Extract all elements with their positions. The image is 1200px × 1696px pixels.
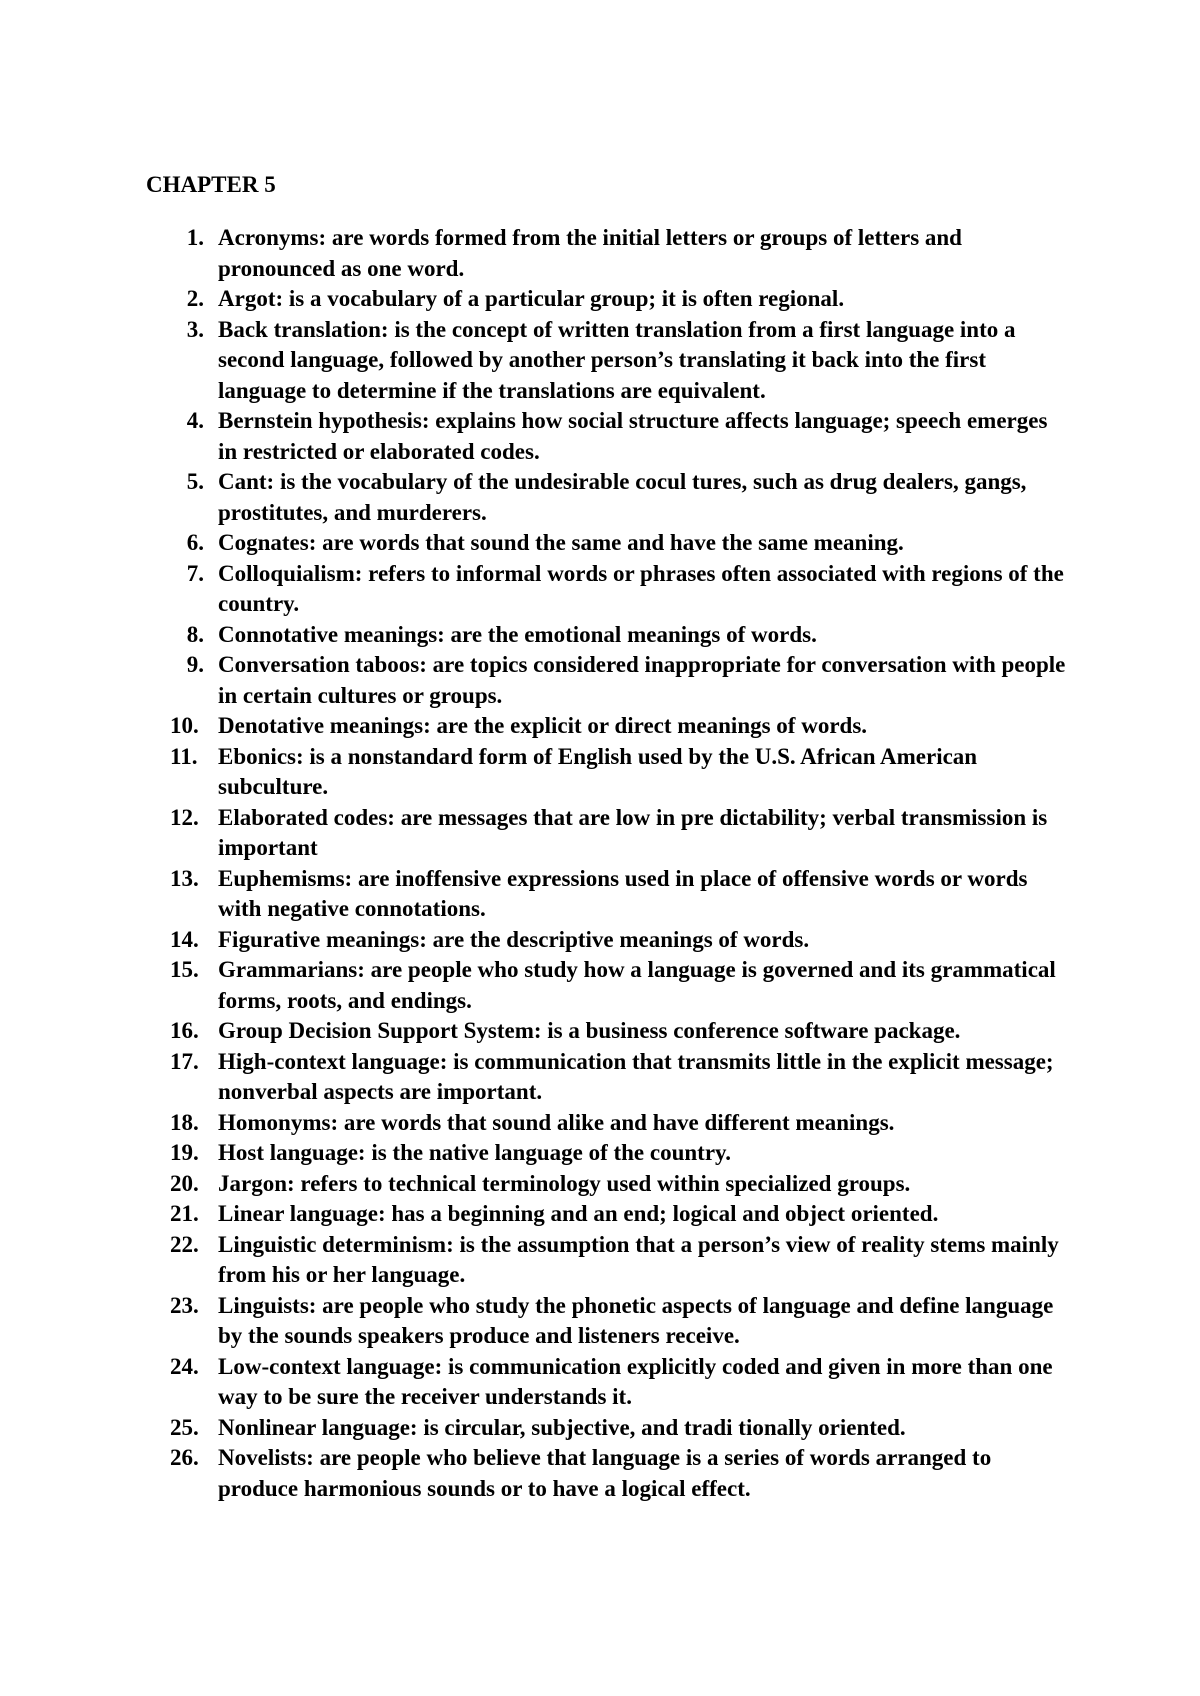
- glossary-entry: [170, 1230, 1070, 1291]
- entry-text: High-context language: is communication that transmits little in the explicit message; nonverbal aspects are important.: [218, 1048, 1054, 1104]
- glossary-entry: [170, 620, 1070, 651]
- entry-text: Argot: is a vocabulary of a particular group; it is often regional.: [218, 286, 845, 311]
- glossary-entry: [170, 559, 1070, 620]
- entry-number: 10.: [170, 713, 199, 738]
- entry-number: 11.: [170, 743, 198, 769]
- glossary-entry: [170, 864, 1070, 925]
- entry-number: 16.: [170, 1018, 199, 1043]
- entry-text: Bernstein hypothesis: explains how social structure affects language; speech emerges in restricted or elaborated codes.: [218, 408, 1048, 464]
- entry-text: Jargon: refers to technical terminology used within specialized groups.: [218, 1170, 911, 1196]
- entry-number: 26.: [170, 1445, 199, 1470]
- glossary-entry: [170, 803, 1070, 864]
- entry-text: Connotative meanings: are the emotional meanings of words.: [218, 621, 817, 647]
- glossary-entry: [170, 711, 1070, 742]
- glossary-entry: [170, 1291, 1070, 1352]
- entry-number: 20.: [170, 1170, 199, 1196]
- entry-number: 1.: [186, 225, 204, 250]
- entry-number: 2.: [186, 286, 204, 311]
- entry-number: 12.: [170, 804, 199, 830]
- glossary-entry: [170, 650, 1070, 711]
- entry-text: Back translation: is the concept of written translation from a first language into a second language, followed by another person’s translating it back into the first language to determine if the translations are equivalent.: [218, 316, 1016, 403]
- glossary-entry: [170, 315, 1070, 407]
- entry-number: 17.: [170, 1048, 199, 1074]
- entry-number: 15.: [170, 957, 199, 982]
- glossary-entry: [170, 528, 1070, 559]
- entry-number: 7.: [186, 560, 204, 586]
- entry-text: Colloquialism: refers to informal words or phrases often associated with regions of the country.: [218, 560, 1064, 616]
- entry-number: 19.: [170, 1140, 199, 1165]
- entry-text: Linguistic determinism: is the assumption that a person’s view of reality stems mainly from his or her language.: [218, 1231, 1059, 1287]
- glossary-entry: [170, 1047, 1070, 1108]
- glossary-entry: [170, 1413, 1070, 1444]
- entry-text: Conversation taboos: are topics considered inappropriate for conversation with people in certain cultures or groups.: [218, 652, 1066, 708]
- glossary-entry: [170, 467, 1070, 528]
- entry-number: 3.: [186, 316, 204, 342]
- entry-number: 14.: [170, 926, 199, 952]
- entry-text: Novelists: are people who believe that language is a series of words arranged to produce harmonious sounds or to have a logical effect.: [218, 1445, 992, 1501]
- glossary-entry: [170, 1443, 1070, 1504]
- glossary-entry: [170, 1138, 1070, 1169]
- entry-number: 9.: [186, 652, 204, 677]
- entry-text: Ebonics: is a nonstandard form of English used by the U.S. African American subculture.: [218, 743, 978, 799]
- glossary-entry: [170, 1169, 1070, 1200]
- entry-text: Linear language: has a beginning and an end; logical and object oriented.: [218, 1201, 939, 1226]
- glossary-entry: [170, 925, 1070, 956]
- entry-number: 8.: [186, 621, 204, 647]
- entry-number: 21.: [170, 1201, 199, 1226]
- entry-number: 18.: [170, 1109, 199, 1135]
- chapter-title: CHAPTER 5: [146, 172, 276, 197]
- glossary-entry: [170, 955, 1070, 1016]
- glossary-entry: [170, 284, 1070, 315]
- glossary-entry: [170, 406, 1070, 467]
- glossary-list: [170, 223, 1070, 1504]
- entry-number: 22.: [170, 1231, 199, 1257]
- glossary-entry: [170, 1016, 1070, 1047]
- glossary-entry: [170, 1199, 1070, 1230]
- entry-text: Host language: is the native language of the country.: [218, 1140, 732, 1165]
- glossary-entry: [170, 742, 1070, 803]
- entry-text: Elaborated codes: are messages that are low in pre dictability; verbal transmission is important: [218, 804, 1048, 860]
- entry-number: 5.: [186, 469, 204, 494]
- entry-text: Grammarians: are people who study how a language is governed and its grammatical forms, roots, and endings.: [218, 957, 1056, 1013]
- entry-number: 23.: [170, 1292, 199, 1318]
- entry-text: Denotative meanings: are the explicit or direct meanings of words.: [218, 713, 868, 738]
- entry-number: 6.: [186, 530, 204, 555]
- entry-text: Cognates: are words that sound the same and have the same meaning.: [218, 530, 904, 555]
- glossary-entry: [170, 223, 1070, 284]
- glossary-entry: [170, 1352, 1070, 1413]
- entry-text: Acronyms: are words formed from the initial letters or groups of letters and pronounced as one word.: [218, 225, 962, 281]
- entry-number: 24.: [170, 1353, 199, 1379]
- entry-text: Cant: is the vocabulary of the undesirable cocul tures, such as drug dealers, gangs, prostitutes, and murderers.: [218, 469, 1027, 525]
- entry-text: Euphemisms: are inoffensive expressions used in place of offensive words or words with negative connotations.: [218, 865, 1028, 921]
- entry-number: 13.: [170, 865, 199, 891]
- entry-text: Nonlinear language: is circular, subjective, and tradi tionally oriented.: [218, 1414, 906, 1440]
- entry-text: Homonyms: are words that sound alike and have different meanings.: [218, 1109, 895, 1135]
- entry-text: Linguists: are people who study the phonetic aspects of language and define language by the sounds speakers produce and listeners receive.: [218, 1292, 1054, 1348]
- entry-number: 4.: [186, 408, 204, 433]
- glossary-entry: [170, 1108, 1070, 1139]
- entry-number: 25.: [170, 1414, 199, 1440]
- entry-text: Group Decision Support System: is a business conference software package.: [218, 1018, 961, 1043]
- entry-text: Low-context language: is communication explicitly coded and given in more than one way to be sure the receiver understands it.: [218, 1353, 1053, 1409]
- entry-text: Figurative meanings: are the descriptive meanings of words.: [218, 926, 810, 952]
